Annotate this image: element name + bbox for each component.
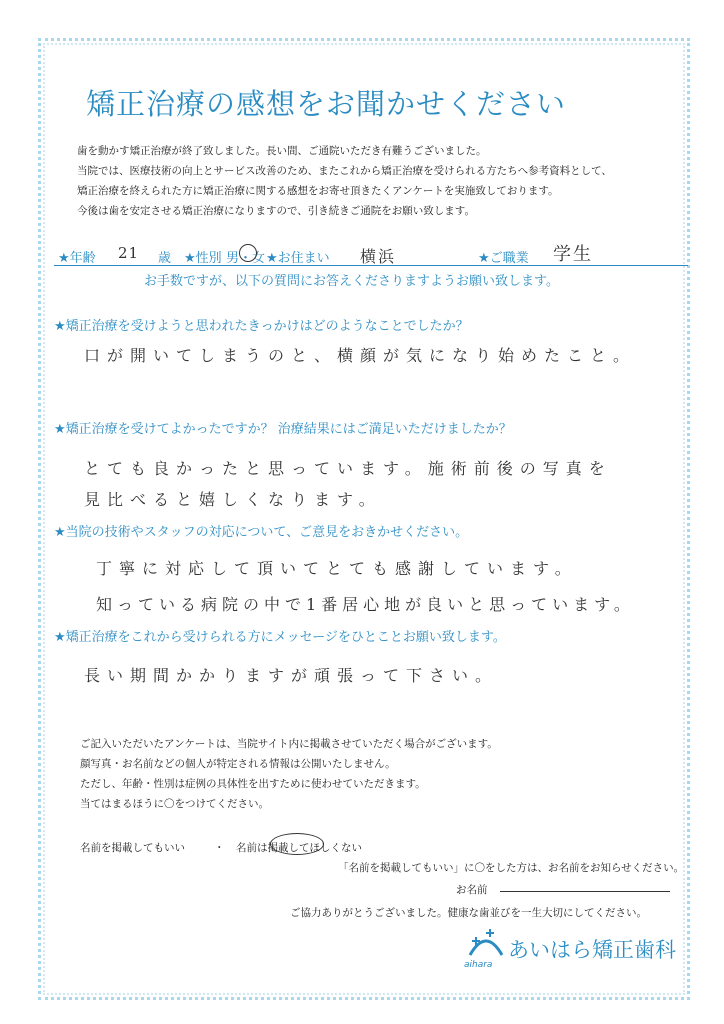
note-line: ご記入いただいたアンケートは、当院サイト内に掲載させていただく場合がございます。	[80, 738, 498, 750]
clinic-sub: aihara	[464, 960, 493, 970]
age-value[interactable]: 21	[118, 244, 140, 262]
name-choice-separator: ・	[214, 842, 225, 854]
gender-options[interactable]: 男・女	[226, 251, 266, 266]
gender-circle-mark	[239, 244, 257, 262]
note-line: 当てはまるほうに〇をつけてください。	[80, 798, 269, 810]
job-label: ★ご職業	[478, 251, 529, 266]
thanks-text: ご協力ありがとうございました。健康な歯並びを一生大切にしてください。	[290, 907, 647, 919]
intro-line: 矯正治療を終えられた方に矯正治療に関する感想をお寄せ頂きたくアンケートを実施致しております。	[77, 185, 559, 197]
answer-3-line[interactable]: 知っている病院の中で1番居心地が良いと思っています。	[96, 595, 635, 614]
name-field[interactable]	[500, 891, 670, 892]
age-unit: 歳	[158, 251, 172, 266]
answer-3-line[interactable]: 丁寧に対応して頂いてとても感謝しています。	[96, 559, 578, 578]
intro-line: 歯を動かす矯正治療が終了致しました。長い間、ご通院いただき有難うございました。	[77, 145, 487, 157]
note-line: ただし、年齢・性別は症例の具体性を出すために使わせていただきます。	[80, 778, 426, 790]
intro-line: 当院では、医療技術の向上とサービス改善のため、またこれから矯正治療を受けられる方たちへ参考資料として、	[77, 165, 612, 177]
job-value[interactable]: 学生	[553, 244, 593, 265]
name-field-label: お名前	[456, 884, 488, 896]
clinic-name: あいはら矯正歯科	[508, 938, 676, 962]
question-1: ★矯正治療を受けようと思われたきっかけはどのようなことでしたか？	[54, 319, 469, 334]
answer-1-line[interactable]: 口が開いてしまうのと、横顔が気になり始めたこと。	[84, 346, 637, 365]
name-instruction: 「名前を掲載してもいい」に〇をした方は、お名前をお知らせください。	[338, 862, 685, 874]
question-4: ★矯正治療をこれから受けられる方にメッセージをひとことお願い致します。	[54, 630, 506, 645]
name-choice-deny[interactable]: 名前は掲載してほしくない	[236, 842, 362, 854]
instruction-text: お手数ですが、以下の質問にお答えくださりますようお願い致します。	[144, 274, 559, 289]
question-2: ★矯正治療を受けてよかったですか？ 治療結果にはご満足いただけましたか？	[54, 422, 512, 437]
page-title: 矯正治療の感想をお聞かせください	[86, 87, 567, 121]
note-line: 顔写真・お名前などの個人が特定される情報は公開いたしません。	[80, 758, 396, 770]
age-label: ★年齢	[58, 251, 96, 266]
address-value[interactable]: 横浜	[360, 247, 397, 266]
question-3: ★当院の技術やスタッフの対応について、ご意見をおきかせください。	[54, 525, 469, 540]
name-choice-allow[interactable]: 名前を掲載してもいい	[80, 842, 185, 854]
gender-label: ★性別	[184, 251, 222, 266]
address-label: ★お住まい	[266, 251, 330, 266]
answer-2-line[interactable]: とても良かったと思っています。施術前後の写真を	[84, 459, 612, 478]
answer-2-line[interactable]: 見比べると嬉しくなります。	[84, 490, 382, 509]
answer-4-line[interactable]: 長い期間かかりますが頑張って下さい。	[84, 666, 499, 685]
intro-line: 今後は歯を安定させる矯正治療になりますので、引き続きご通院をお願い致します。	[77, 205, 475, 217]
selection-circle-mark	[270, 833, 324, 855]
clinic-logo-icon	[466, 925, 506, 961]
